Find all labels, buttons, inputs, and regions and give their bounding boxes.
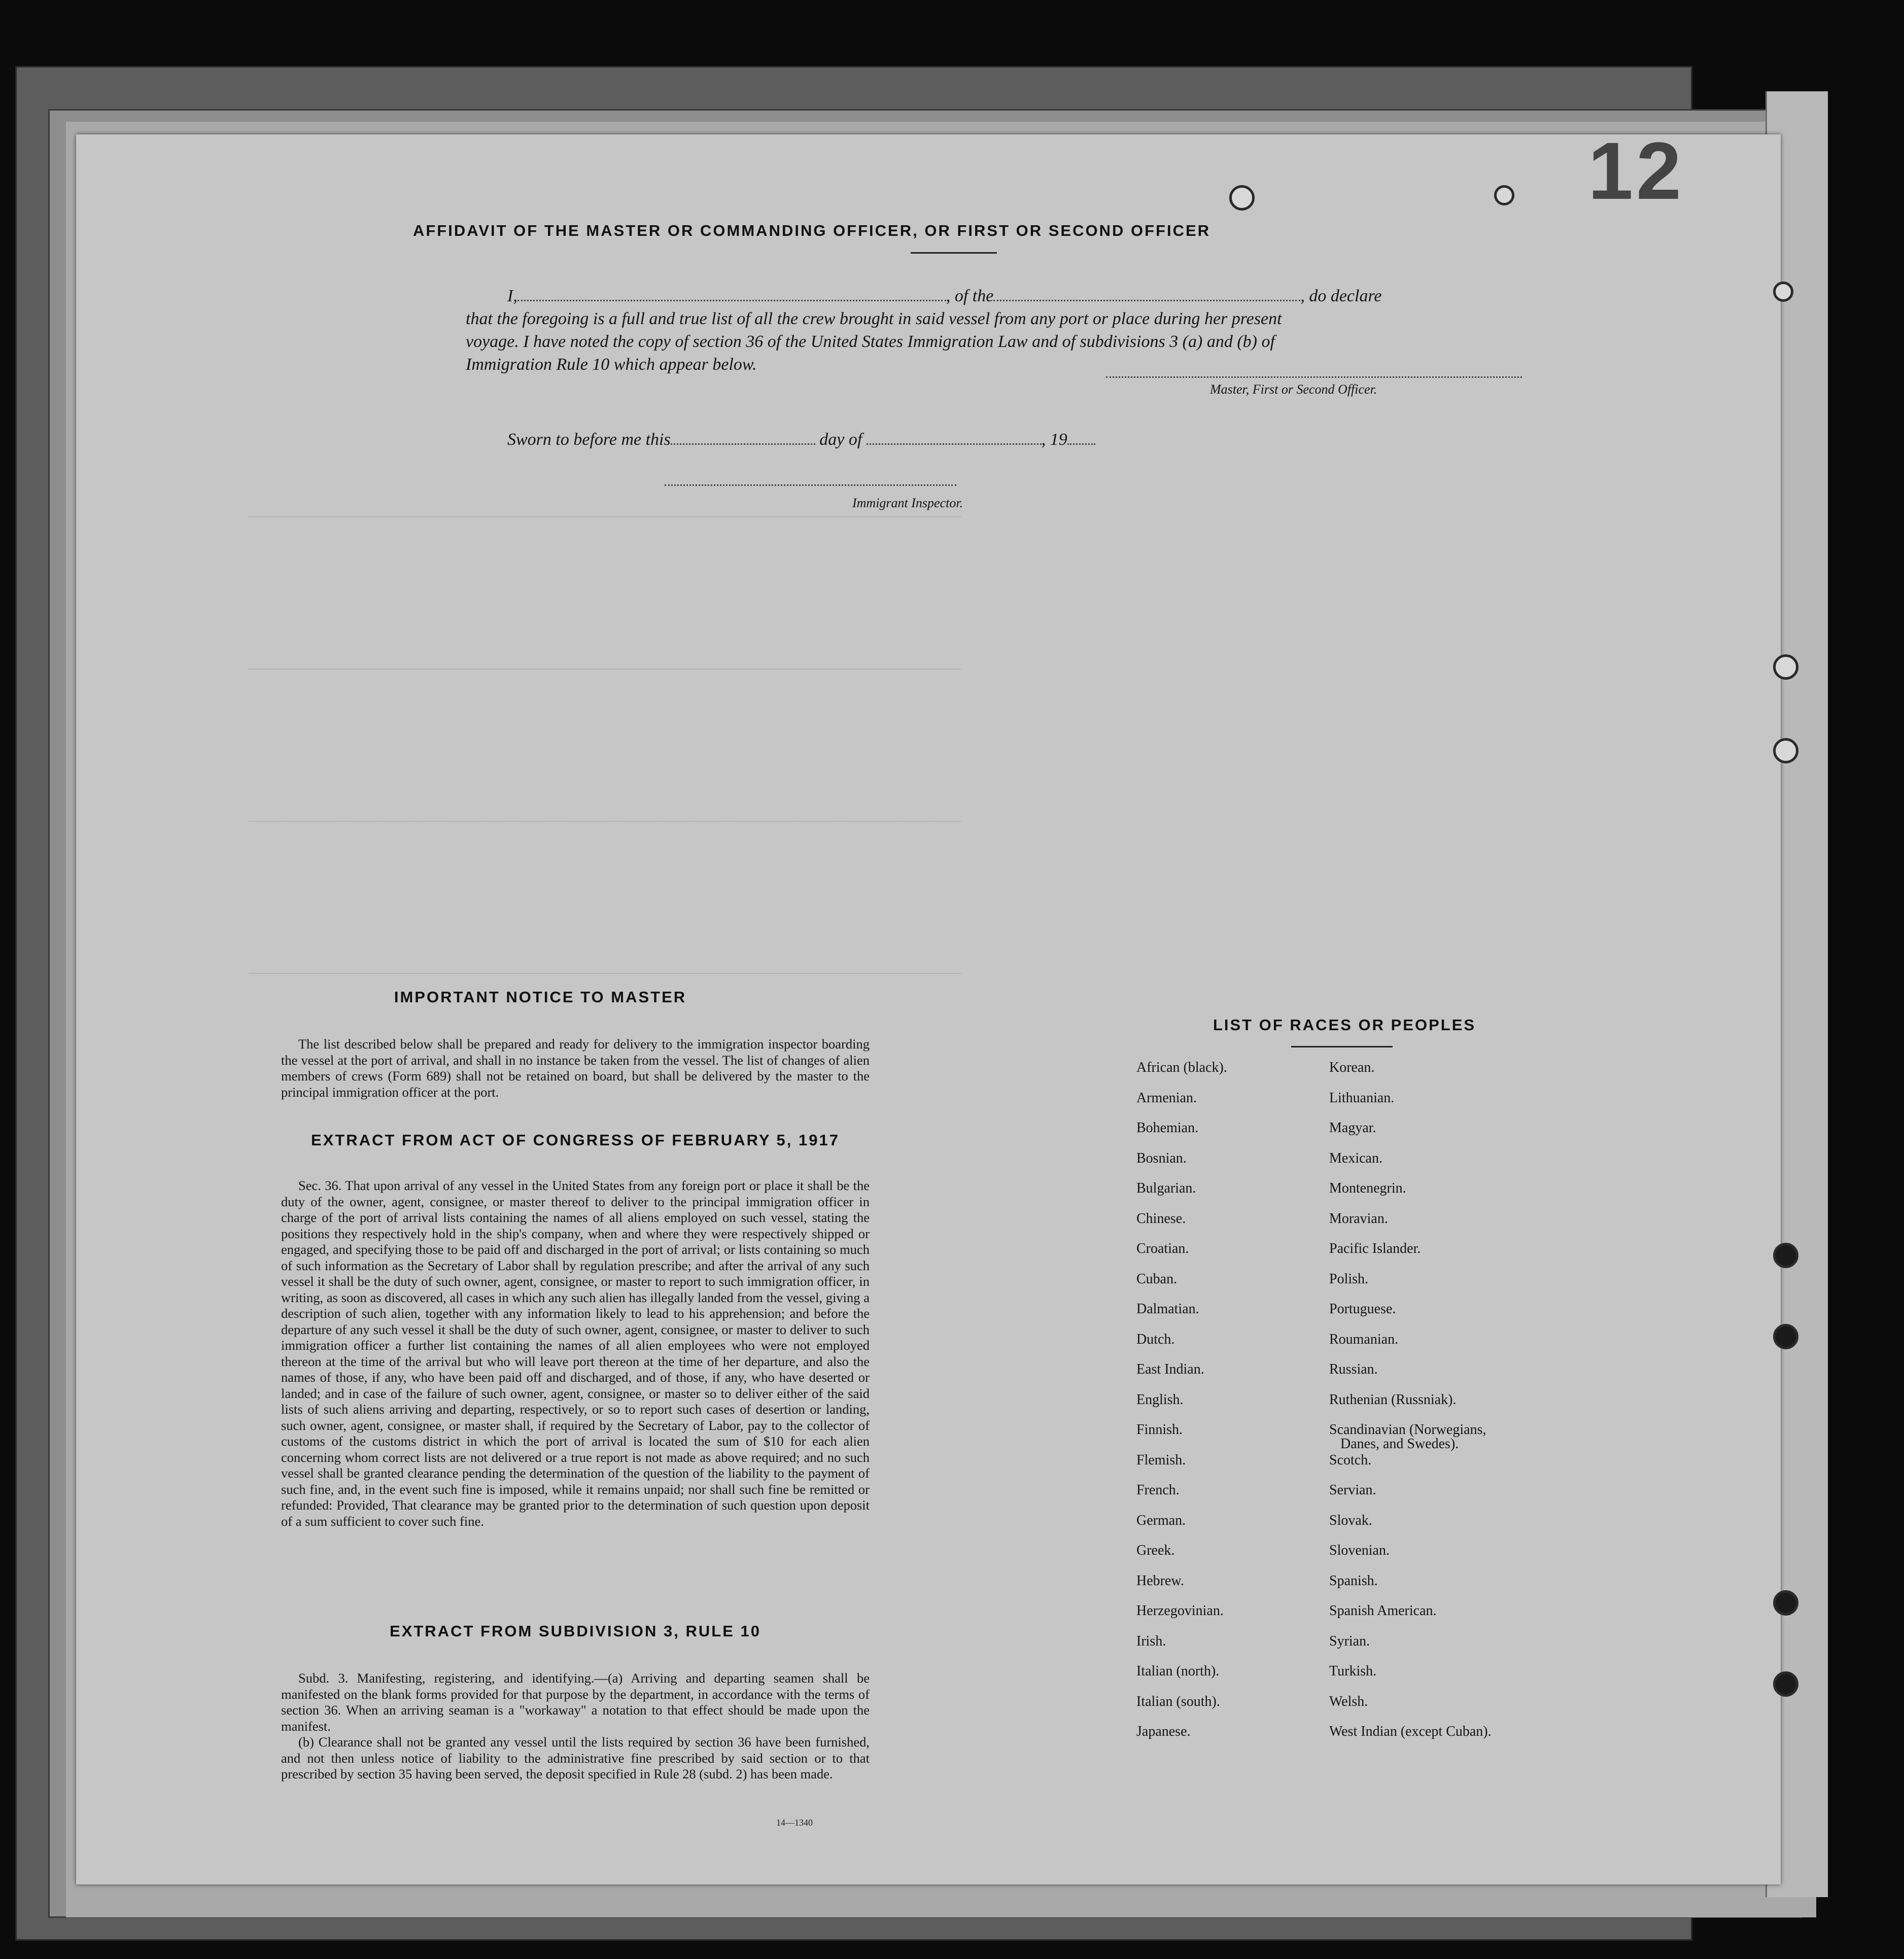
race-item: Bulgarian. bbox=[1136, 1180, 1196, 1196]
affidavit-line-4: Immigration Rule 10 which appear below. bbox=[466, 355, 757, 374]
race-item: Dalmatian. bbox=[1136, 1301, 1199, 1317]
race-item: Roumanian. bbox=[1329, 1331, 1399, 1347]
punch-hole bbox=[1773, 654, 1798, 680]
race-item: Welsh. bbox=[1329, 1693, 1368, 1709]
race-item: Portuguese. bbox=[1329, 1301, 1396, 1317]
inspector-signature-line[interactable] bbox=[665, 484, 956, 486]
race-item: English. bbox=[1136, 1391, 1184, 1408]
punch-hole bbox=[1773, 1243, 1798, 1268]
notice-text bbox=[281, 1036, 870, 1100]
rule-paragraph-a: Subd. 3. Manifesting, registering, and identifying.—(a) Arriving and departing seamen shall be manifested on the blank forms provided for that purpose by the department, in accordance with the terms of section 36. When an arriving seaman is a "workaway" a notation to that effect should be made upon the manifest. bbox=[281, 1670, 870, 1734]
declarant-prefix: I, bbox=[507, 287, 517, 305]
race-item: Magyar. bbox=[1329, 1120, 1376, 1136]
race-item: Croatian. bbox=[1136, 1241, 1189, 1256]
races-list bbox=[1136, 1060, 1593, 1796]
punch-hole bbox=[1773, 1671, 1798, 1697]
race-item: Servian. bbox=[1329, 1482, 1376, 1498]
races-title-rule bbox=[1291, 1046, 1393, 1047]
affidavit-line-1 bbox=[507, 287, 1382, 306]
race-item: Pacific Islander. bbox=[1329, 1241, 1421, 1256]
notice-paragraph: The list described below shall be prepared and ready for delivery to the immigration inspector boarding the vessel at the port of arrival, and shall in no instance be taken from the vessel. The list of changes of alien members of crews (Form 689) shall not be retained on board, but shall be delivered by the master to the principal immigration officer at the port. bbox=[281, 1036, 870, 1100]
name-blank[interactable] bbox=[517, 288, 946, 301]
race-item: Slovak. bbox=[1329, 1512, 1372, 1528]
race-item: Danes, and Swedes). bbox=[1340, 1436, 1459, 1452]
year-prefix: , 19 bbox=[1041, 430, 1067, 449]
punch-hole bbox=[1773, 1324, 1798, 1349]
race-item: Spanish. bbox=[1329, 1572, 1378, 1589]
race-item: Slovenian. bbox=[1329, 1543, 1390, 1558]
race-item: French. bbox=[1136, 1482, 1180, 1498]
of-the-text: , of the bbox=[946, 287, 994, 305]
rule-text bbox=[281, 1670, 870, 1782]
notice-title: IMPORTANT NOTICE TO MASTER bbox=[394, 988, 687, 1006]
race-item: Syrian. bbox=[1329, 1633, 1370, 1649]
race-item: Russian. bbox=[1329, 1361, 1378, 1377]
master-signature-label: Master, First or Second Officer. bbox=[1210, 382, 1377, 397]
race-item: Polish. bbox=[1329, 1271, 1369, 1287]
form-number: 14—1340 bbox=[776, 1817, 813, 1828]
race-item: East Indian. bbox=[1136, 1361, 1204, 1377]
race-item: Italian (north). bbox=[1136, 1663, 1220, 1679]
race-item: Mexican. bbox=[1329, 1150, 1382, 1166]
bleed-through: ────────────────────────────────────────────────────────────────────────────────────────── bbox=[249, 814, 961, 829]
vessel-blank[interactable] bbox=[993, 288, 1300, 301]
act-title: EXTRACT FROM ACT OF CONGRESS OF FEBRUARY 5, 1917 bbox=[311, 1131, 840, 1149]
races-title: LIST OF RACES OR PEOPLES bbox=[1213, 1016, 1476, 1034]
punch-hole bbox=[1229, 185, 1255, 211]
bleed-through: ────────────────────────────────────────────────────────────────────────────────────────── bbox=[249, 510, 961, 525]
bleed-through: ────────────────────────────────────────────────────────────────────────────────────────── bbox=[249, 966, 961, 982]
day-of-text: day of bbox=[819, 430, 862, 449]
race-item: Italian (south). bbox=[1136, 1693, 1220, 1709]
race-item: African (black). bbox=[1136, 1060, 1227, 1075]
affidavit-line-3: voyage. I have noted the copy of section 36 of the United States Immigration Law and of subdivisions 3 (a) and (b) of bbox=[466, 332, 1275, 351]
race-item: Greek. bbox=[1136, 1543, 1175, 1558]
punch-hole bbox=[1773, 282, 1793, 302]
race-item: Korean. bbox=[1329, 1060, 1375, 1075]
race-item: Montenegrin. bbox=[1329, 1180, 1406, 1196]
race-item: Chinese. bbox=[1136, 1210, 1186, 1227]
race-item: Dutch. bbox=[1136, 1331, 1175, 1347]
race-item: German. bbox=[1136, 1512, 1186, 1528]
rule-title: EXTRACT FROM SUBDIVISION 3, RULE 10 bbox=[390, 1622, 761, 1640]
inspector-signature-label: Immigrant Inspector. bbox=[852, 496, 963, 510]
race-item: West Indian (except Cuban). bbox=[1329, 1724, 1492, 1739]
sworn-line bbox=[507, 430, 1095, 449]
punch-hole bbox=[1773, 1590, 1798, 1616]
race-item: Herzegovinian. bbox=[1136, 1603, 1224, 1619]
bleed-through: ────────────────────────────────────────────────────────────────────────────────────────── bbox=[249, 662, 961, 677]
race-item: Ruthenian (Russniak). bbox=[1329, 1391, 1457, 1408]
affidavit-title: AFFIDAVIT OF THE MASTER OR COMMANDING OFFICER, OR FIRST OR SECOND OFFICER bbox=[412, 222, 1211, 239]
act-paragraph: Sec. 36. That upon arrival of any vessel in the United States from any foreign port or place it shall be the duty of the owner, agent, consignee, or master thereof to deliver to the principal immigration officer in charge of the port of arrival lists containing the names of all aliens employed on such vessel, stating the positions they respectively hold in the ship's company, when and where they were respectively shipped or engaged, and specifying those to be paid off and discharged in the port of arrival; or lists containing so much of such information as the Secretary of Labor shall by regulation prescribe; and after the arrival of any such vessel it shall be the duty of such owner, agent, consignee, or master to report to such immigration officer, in writing, as soon as discovered, all cases in which any such alien has illegally landed from the vessel, giving a description of such alien, together with any information likely to lead to his apprehension; and before the departure of any such vessel it shall be the duty of such owner, agent, consignee, or master to deliver to such immigration officer a further list containing the names of all alien employees who were not employed thereon at the time of the arrival but who will leave port thereon at the time of her departure, and also the names of those, if any, who have been paid off and discharged, and of those, if any, who have deserted or landed; and in case of the failure of such owner, agent, consignee, or master so to deliver either of the said lists of such aliens arriving and departing, respectively, or so to report such cases of desertion or landing, such owner, agent, consignee, or master shall, if required by the Secretary of Labor, pay to the collector of customs of the customs district in which the port of arrival is located the sum of $10 for each alien concerning whom correct lists are not delivered or a true report is not made as above required; and no such vessel shall be granted clearance pending the determination of the question of the liability to the payment of such fine, and, in the event such fine is imposed, while it remains unpaid; nor shall such fine be remitted or refunded: Provided, That clearance may be granted prior to the determination of such question upon deposit of a sum sufficient to cover such fine. bbox=[281, 1178, 870, 1529]
punch-hole bbox=[1773, 738, 1798, 763]
master-signature-line[interactable] bbox=[1106, 376, 1522, 378]
page-number: 12 bbox=[1588, 125, 1684, 216]
race-item: Armenian. bbox=[1136, 1090, 1197, 1106]
declare-text: , do declare bbox=[1300, 287, 1382, 305]
act-text bbox=[281, 1178, 870, 1529]
race-item: Irish. bbox=[1136, 1633, 1166, 1649]
title-rule bbox=[911, 252, 997, 254]
sworn-year-blank[interactable] bbox=[1067, 431, 1095, 445]
sworn-text: Sworn to before me this bbox=[507, 430, 671, 449]
form-page bbox=[76, 125, 1781, 1884]
sworn-date-blank[interactable] bbox=[671, 431, 815, 445]
race-item: Bohemian. bbox=[1136, 1120, 1199, 1136]
race-item: Japanese. bbox=[1136, 1724, 1191, 1739]
punch-hole bbox=[1494, 185, 1514, 205]
race-item: Moravian. bbox=[1329, 1210, 1388, 1227]
race-item: Lithuanian. bbox=[1329, 1090, 1395, 1106]
race-item: Bosnian. bbox=[1136, 1150, 1187, 1166]
race-item: Cuban. bbox=[1136, 1271, 1178, 1287]
race-item: Turkish. bbox=[1329, 1663, 1377, 1679]
race-item: Scandinavian (Norwegians, bbox=[1329, 1422, 1486, 1438]
race-item: Scotch. bbox=[1329, 1452, 1372, 1468]
rule-paragraph-b: (b) Clearance shall not be granted any vessel until the lists required by section 36 have been furnished, and not then unless notice of liability to the administrative fine prescribed by said section or to that prescribed by section 35 having been served, the deposit specified in Rule 28 (subd. 2) has been made. bbox=[281, 1734, 870, 1781]
race-item: Finnish. bbox=[1136, 1422, 1183, 1438]
affidavit-line-2: that the foregoing is a full and true list of all the crew brought in said vessel from any port or place during her present bbox=[466, 309, 1282, 328]
race-item: Flemish. bbox=[1136, 1452, 1186, 1468]
race-item: Spanish American. bbox=[1329, 1603, 1437, 1619]
race-item: Hebrew. bbox=[1136, 1572, 1184, 1589]
sworn-month-blank[interactable] bbox=[867, 431, 1042, 445]
